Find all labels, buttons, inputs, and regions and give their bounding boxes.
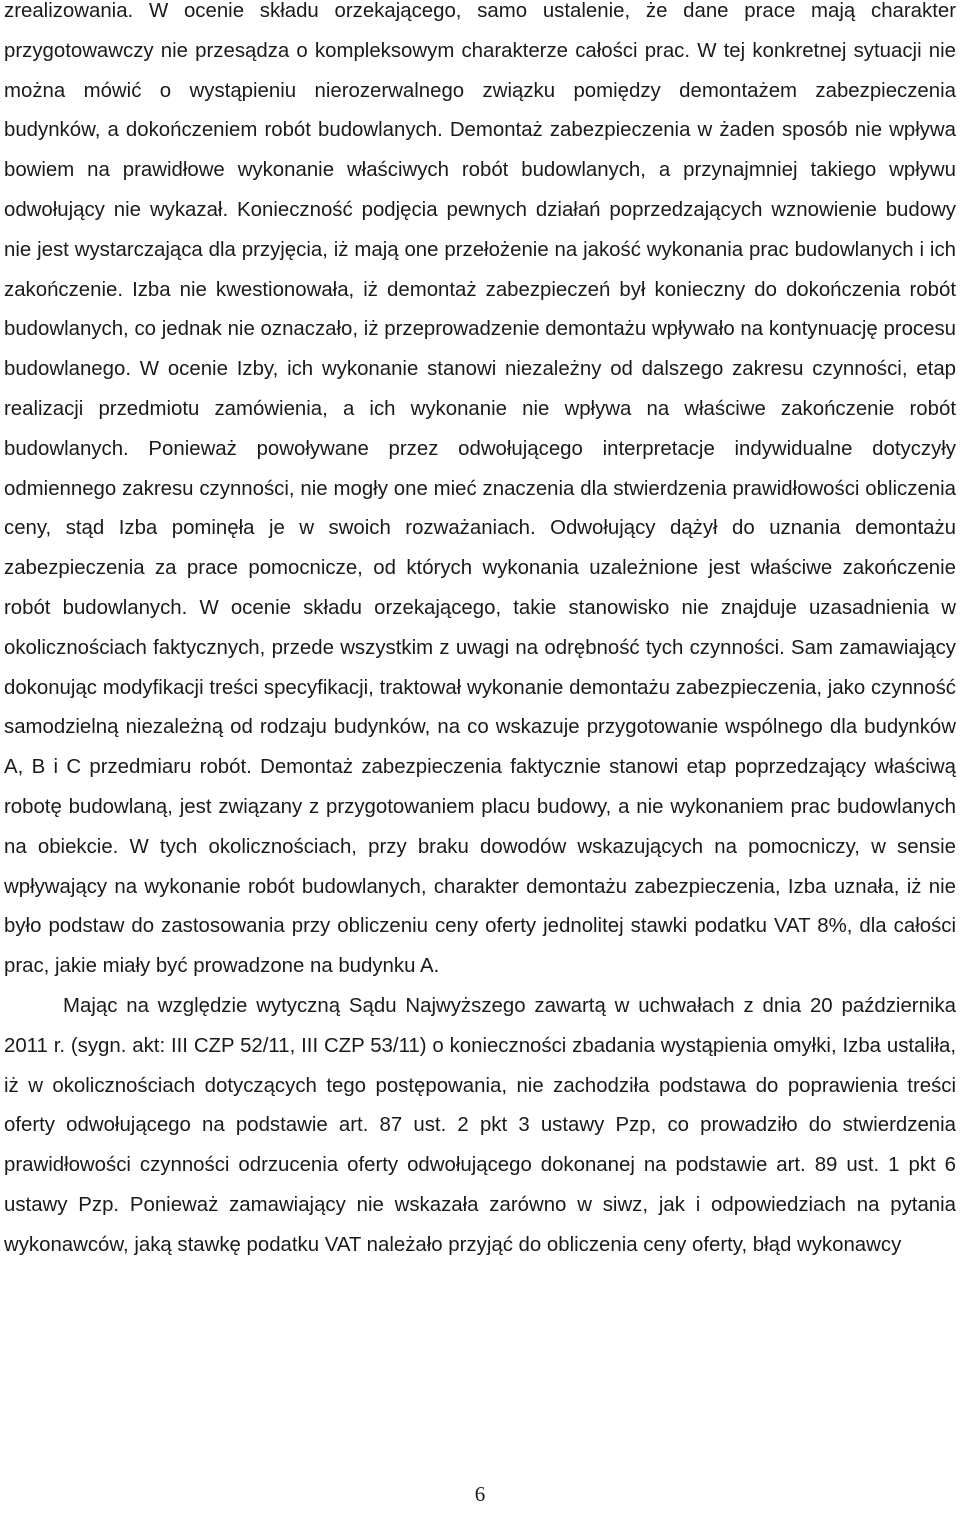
page-number: 6 xyxy=(474,1482,486,1506)
text-body xyxy=(4,0,956,1266)
paragraph-2: Mając na względzie wytyczną Sądu Najwyższego zawartą w uchwałach z dnia 20 października 2011 r. (sygn. akt: III CZP 52/11, III CZP 53/11) o konieczności zbadania wystąpienia omyłki, Izba ustaliła, iż w okolicznościach dotyczących tego postępowania, nie zachodziła podstawa do poprawienia treści oferty odwołującego na podstawie art. 87 ust. 2 pkt 3 ustawy Pzp, co prowadziło do stwierdzenia prawidłowości czynności odrzucenia oferty odwołującego dokonanej na podstawie art. 89 ust. 1 pkt 6 ustawy Pzp. Ponieważ zamawiający nie wskazała zarówno w siwz, jak i odpowiedziach na pytania wykonawców, jaką stawkę podatku VAT należało przyjąć do obliczenia ceny oferty, błąd wykonawcy xyxy=(4,994,956,1256)
paragraph-1: zrealizowania. W ocenie składu orzekającego, samo ustalenie, że dane prace mają charakter przygotowawczy nie przesądza o kompleksowym charakterze całości prac. W tej konkretnej sytuacji nie można mówić o wystąpieniu nierozerwalnego związku pomiędzy demontażem zabezpieczenia budynków, a dokończeniem robót budowlanych. Demontaż zabezpieczenia w żaden sposób nie wpływa bowiem na prawidłowe wykonanie właściwych robót budowlanych, a przynajmniej takiego wpływu odwołujący nie wykazał. Konieczność podjęcia pewnych działań poprzedzających wznowienie budowy nie jest wystarczająca dla przyjęcia, iż mają one przełożenie na jakość wykonania prac budowlanych i ich zakończenie. Izba nie kwestionowała, iż demontaż zabezpieczeń był konieczny do dokończenia robót budowlanych, co jednak nie oznaczało, iż przeprowadzenie demontażu wpływało na kontynuację procesu budowlanego. W ocenie Izby, ich wykonanie stanowi niezależny od dalszego zakresu czynności, etap realizacji przedmiotu zamówienia, a ich wykonanie nie wpływa na właściwe zakończenie robót budowlanych. Ponieważ powoływane przez odwołującego interpretacje indywidualne dotyczyły odmiennego zakresu czynności, nie mogły one mieć znaczenia dla stwierdzenia prawidłowości obliczenia ceny, stąd Izba pominęła je w swoich rozważaniach. Odwołujący dążył do uznania demontażu zabezpieczenia za prace pomocnicze, od których wykonania uzależnione jest właściwe zakończenie robót budowlanych. W ocenie składu orzekającego, takie stanowisko nie znajduje uzasadnienia w okolicznościach faktycznych, przede wszystkim z uwagi na odrębność tych czynności. Sam zamawiający dokonując modyfikacji treści specyfikacji, traktował wykonanie demontażu zabezpieczenia, jako czynność samodzielną niezależną od rodzaju budynków, na co wskazuje przygotowanie wspólnego dla budynków A, B i C przedmiaru robót. Demontaż zabezpieczenia faktycznie stanowi etap poprzedzający właściwą robotę budowlaną, jest związany z przygotowaniem placu budowy, a nie wykonaniem prac budowlanych na obiekcie. W tych okolicznościach, przy braku dowodów wskazujących na pomocniczy, w sensie wpływający na wykonanie robót budowlanych, charakter demontażu zabezpieczenia, Izba uznała, iż nie było podstaw do zastosowania przy obliczeniu ceny oferty jednolitej stawki podatku VAT 8%, dla całości prac, jakie miały być prowadzone na budynku A. xyxy=(4,0,956,978)
